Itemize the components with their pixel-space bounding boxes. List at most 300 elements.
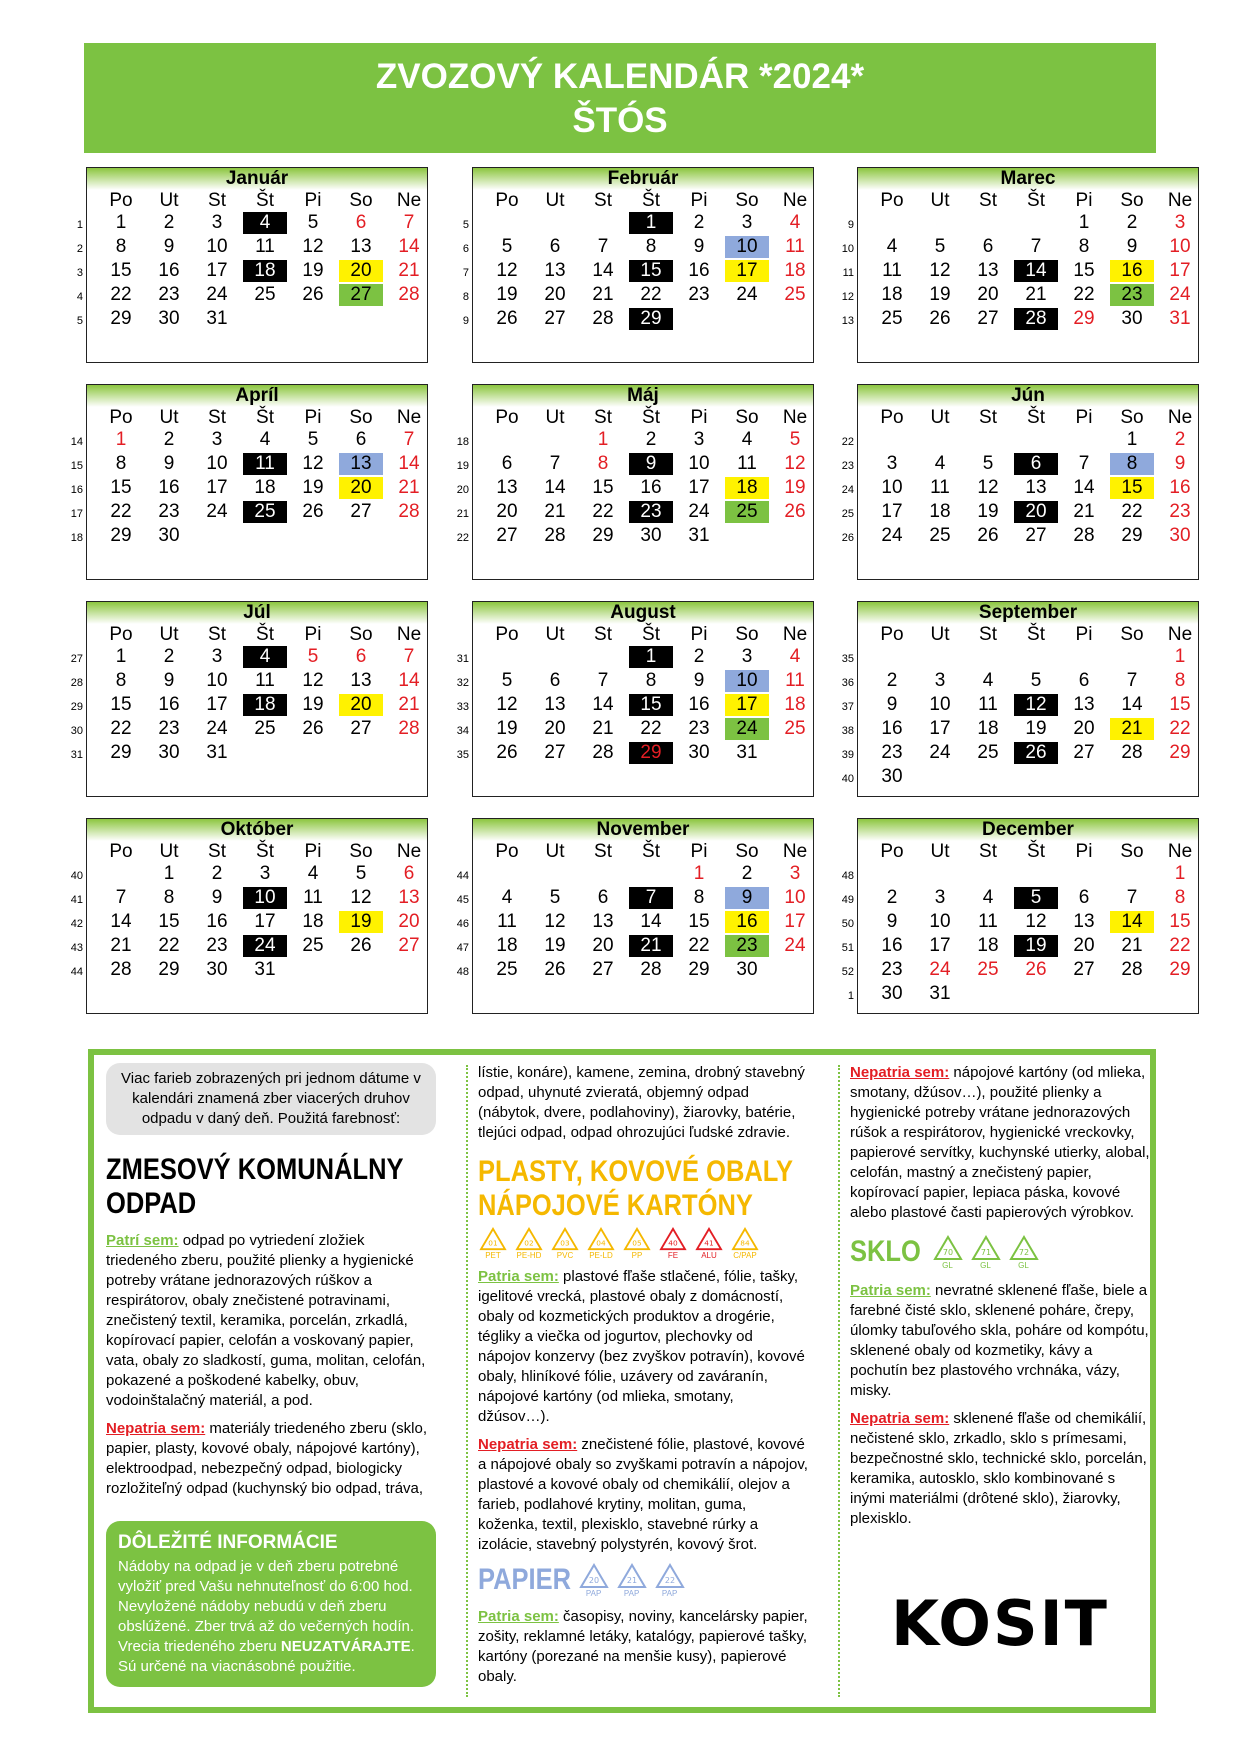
- day-cell: 10: [1169, 236, 1191, 257]
- month-január: [76, 167, 428, 363]
- day-cell: 30: [736, 959, 758, 980]
- papier-title: PAPIER: [478, 1563, 572, 1596]
- day-cell: 29: [1073, 308, 1095, 329]
- day-header: St: [208, 624, 226, 645]
- sklo-patria: [850, 1281, 1150, 1401]
- day-cell: 14: [398, 453, 420, 474]
- day-cell: 31: [254, 959, 276, 980]
- day-cell: 18: [725, 477, 769, 499]
- day-cell: 31: [736, 742, 758, 763]
- day-cell: 9: [886, 694, 898, 715]
- day-cell: 2: [163, 212, 175, 233]
- day-cell: 22: [640, 718, 662, 739]
- day-cell: 21: [1025, 284, 1047, 305]
- day-cell: 3: [1174, 212, 1186, 233]
- day-header: Pi: [304, 624, 322, 645]
- day-cell: 20: [1014, 501, 1058, 523]
- day-cell: 28: [544, 525, 566, 546]
- day-cell: 9: [725, 887, 769, 909]
- svg-text:41: 41: [704, 1238, 714, 1248]
- day-cell: 13: [339, 453, 383, 475]
- day-cell: 19: [544, 935, 566, 956]
- papier-patria: [478, 1607, 808, 1687]
- month-október: [70, 818, 428, 1014]
- day-cell: 14: [398, 236, 420, 257]
- day-cell: 25: [977, 959, 999, 980]
- calendar-header: [84, 43, 1156, 153]
- svg-text:40: 40: [668, 1238, 678, 1248]
- day-cell: 21: [1110, 718, 1154, 740]
- day-cell: 17: [206, 260, 228, 281]
- day-cell: 15: [110, 694, 132, 715]
- week-number: 44: [70, 966, 83, 978]
- day-cell: 25: [496, 959, 518, 980]
- day-cell: 22: [158, 935, 180, 956]
- day-cell: 12: [544, 911, 566, 932]
- day-cell: 31: [929, 983, 951, 1004]
- sklo-recycling-codes: [932, 1235, 1046, 1270]
- month-title: Október: [87, 819, 427, 841]
- week-number: 20: [456, 484, 469, 496]
- week-number: 16: [70, 484, 83, 496]
- day-cell: 28: [592, 308, 614, 329]
- day-cell: 26: [302, 718, 324, 739]
- week-number: 14: [70, 436, 83, 448]
- day-cell: 21: [1121, 935, 1143, 956]
- week-number: 43: [70, 942, 83, 954]
- day-cell: 18: [784, 260, 806, 281]
- day-cell: 15: [629, 260, 673, 282]
- day-cell: 30: [881, 766, 903, 787]
- day-cell: 12: [929, 260, 951, 281]
- day-cell: 3: [211, 429, 223, 450]
- day-cell: 6: [549, 236, 561, 257]
- papier-recycling-codes: [578, 1563, 692, 1598]
- day-header: Po: [495, 624, 519, 645]
- day-cell: 2: [1126, 212, 1138, 233]
- day-cell: 9: [1174, 453, 1186, 474]
- day-cell: 8: [1174, 670, 1186, 691]
- day-cell: 29: [629, 308, 673, 330]
- day-cell: 4: [886, 236, 898, 257]
- day-cell: 28: [1073, 525, 1095, 546]
- day-cell: 23: [158, 284, 180, 305]
- day-cell: 26: [302, 284, 324, 305]
- day-cell: 13: [1073, 911, 1095, 932]
- week-number: 50: [841, 918, 854, 930]
- month-december: [841, 818, 1199, 1014]
- day-cell: 30: [1121, 308, 1143, 329]
- day-cell: 6: [403, 863, 415, 884]
- day-header: Po: [495, 841, 519, 862]
- day-cell: 26: [977, 525, 999, 546]
- day-cell: 12: [350, 887, 372, 908]
- day-cell: 18: [302, 911, 324, 932]
- day-cell: 18: [254, 477, 276, 498]
- day-header: Ut: [545, 624, 565, 645]
- day-cell: 8: [1174, 887, 1186, 908]
- day-cell: 3: [741, 646, 753, 667]
- day-cell: 10: [206, 236, 228, 257]
- svg-text:71: 71: [980, 1248, 991, 1257]
- day-cell: 5: [307, 429, 319, 450]
- day-cell: 21: [592, 718, 614, 739]
- day-cell: 6: [1014, 453, 1058, 475]
- day-cell: 20: [544, 718, 566, 739]
- day-header: Pi: [304, 190, 322, 211]
- day-cell: 5: [501, 670, 513, 691]
- sklo-nepatria: [850, 1409, 1150, 1529]
- kosit-logo: KOSIT: [891, 1587, 1109, 1660]
- week-number: 30: [70, 725, 83, 737]
- day-cell: 23: [158, 501, 180, 522]
- day-header: Št: [1027, 841, 1045, 862]
- day-cell: 27: [544, 742, 566, 763]
- day-header: So: [735, 841, 759, 862]
- recycling-icon: 01 PET: [478, 1227, 508, 1255]
- day-cell: 23: [629, 501, 673, 523]
- day-cell: 19: [496, 718, 518, 739]
- day-header: Ne: [782, 190, 808, 211]
- day-cell: 21: [398, 477, 420, 498]
- day-cell: 24: [736, 284, 758, 305]
- week-number: 41: [70, 894, 83, 906]
- color-legend-note: Viac farieb zobrazených pri jednom dátume v kalendári znamená zber viacerých druhov odpadu v daný deň. Použitá farebnosť:: [106, 1063, 436, 1135]
- day-cell: 5: [1014, 887, 1058, 909]
- day-cell: 21: [398, 694, 420, 715]
- day-cell: 12: [302, 453, 324, 474]
- svg-text:84: 84: [740, 1238, 750, 1248]
- day-cell: 14: [640, 911, 662, 932]
- day-header: So: [735, 190, 759, 211]
- day-header: Ut: [159, 841, 179, 862]
- day-header: St: [208, 841, 226, 862]
- day-cell: 3: [211, 646, 223, 667]
- day-cell: 10: [881, 477, 903, 498]
- day-header: St: [208, 407, 226, 428]
- day-cell: 16: [688, 260, 710, 281]
- day-cell: 14: [110, 911, 132, 932]
- day-cell: 27: [398, 935, 420, 956]
- day-cell: 13: [977, 260, 999, 281]
- week-number: 48: [456, 966, 469, 978]
- week-number: 7: [462, 267, 469, 279]
- plasty-nepatria-text: znečistené fólie, plastové, kovové a nápojové obaly so zvyškami potravín a nápojov, plastové a kovové obaly od chemikálií, olejov a farieb, podlahové krytiny, molitan, guma, koženka, textil, plexisklo, stavebné rúrky a izolácie, stavebný polystyrén, kovový šrot.: [478, 1436, 808, 1553]
- komunal-patri: [106, 1231, 436, 1411]
- day-cell: 13: [350, 236, 372, 257]
- day-cell: 9: [163, 453, 175, 474]
- day-cell: 1: [1174, 863, 1186, 884]
- day-cell: 15: [592, 477, 614, 498]
- day-cell: 24: [1169, 284, 1191, 305]
- day-cell: 6: [1078, 670, 1090, 691]
- day-cell: 7: [549, 453, 561, 474]
- day-cell: 16: [881, 718, 903, 739]
- day-cell: 23: [158, 718, 180, 739]
- day-cell: 14: [1014, 260, 1058, 282]
- komunal-nepatria-text: materiály triedeného zberu (sklo, papier, plasty, kovové obaly, nápojové kartóny), elektroodpad, nebezpečný odpad, biologicky rozložiteľný odpad (kuchynský bio odpad, tráva,: [106, 1420, 427, 1497]
- day-cell: 17: [206, 477, 228, 498]
- day-cell: 3: [886, 453, 898, 474]
- day-cell: 10: [929, 911, 951, 932]
- day-cell: 15: [110, 477, 132, 498]
- patri-label: Patrí sem:: [106, 1232, 179, 1249]
- day-header: Pi: [690, 841, 708, 862]
- day-cell: 10: [688, 453, 710, 474]
- day-header: Po: [109, 190, 133, 211]
- day-cell: 28: [110, 959, 132, 980]
- month-title: Február: [473, 168, 813, 190]
- week-number: 17: [70, 508, 83, 520]
- week-number: 12: [841, 291, 854, 303]
- day-cell: 30: [640, 525, 662, 546]
- day-header: So: [1120, 190, 1144, 211]
- day-cell: 11: [785, 670, 805, 691]
- day-cell: 29: [110, 525, 132, 546]
- day-cell: 21: [544, 501, 566, 522]
- week-number: 31: [456, 653, 469, 665]
- day-cell: 11: [930, 477, 950, 498]
- day-cell: 26: [929, 308, 951, 329]
- week-number: 9: [847, 219, 854, 231]
- day-cell: 27: [1073, 742, 1095, 763]
- day-cell: 22: [110, 718, 132, 739]
- day-cell: 28: [1121, 742, 1143, 763]
- day-cell: 24: [784, 935, 806, 956]
- day-cell: 9: [1126, 236, 1138, 257]
- day-cell: 1: [1126, 429, 1138, 450]
- nepatria-label: Nepatria sem:: [850, 1410, 950, 1427]
- day-header: Pi: [304, 407, 322, 428]
- day-cell: 28: [1014, 308, 1058, 330]
- day-header: So: [349, 407, 373, 428]
- dolezite-box: [106, 1521, 436, 1687]
- svg-text:02: 02: [524, 1238, 534, 1248]
- day-header: St: [979, 624, 997, 645]
- day-cell: 23: [725, 935, 769, 957]
- week-number: 22: [456, 532, 469, 544]
- day-cell: 18: [784, 694, 806, 715]
- day-cell: 2: [886, 670, 898, 691]
- week-number: 21: [456, 508, 469, 520]
- day-header: Št: [256, 407, 274, 428]
- day-header: Pi: [1075, 407, 1093, 428]
- day-cell: 24: [206, 718, 228, 739]
- day-header: Ut: [545, 841, 565, 862]
- day-cell: 4: [307, 863, 319, 884]
- day-cell: 29: [629, 742, 673, 764]
- day-cell: 8: [645, 670, 657, 691]
- day-cell: 1: [1078, 212, 1090, 233]
- recycling-icon: 02 PE-HD: [514, 1227, 544, 1255]
- day-cell: 15: [1169, 911, 1191, 932]
- day-header: Št: [642, 624, 660, 645]
- day-cell: 16: [725, 911, 769, 933]
- day-cell: 20: [977, 284, 999, 305]
- week-number: 46: [456, 918, 469, 930]
- day-cell: 5: [307, 212, 319, 233]
- day-cell: 25: [254, 284, 276, 305]
- day-cell: 14: [592, 694, 614, 715]
- week-number: 42: [70, 918, 83, 930]
- day-cell: 22: [110, 501, 132, 522]
- day-cell: 13: [592, 911, 614, 932]
- day-cell: 10: [725, 670, 769, 692]
- svg-text:70: 70: [942, 1248, 953, 1257]
- week-number: 29: [70, 701, 83, 713]
- recycling-icon: 04 PE-LD: [586, 1227, 616, 1255]
- day-cell: 28: [398, 284, 420, 305]
- day-cell: 11: [303, 887, 323, 908]
- day-cell: 4: [741, 429, 753, 450]
- month-jún: [841, 384, 1199, 580]
- day-cell: 11: [785, 236, 805, 257]
- day-cell: 27: [339, 284, 383, 306]
- plasty-recycling-codes: [478, 1227, 808, 1261]
- day-cell: 31: [1169, 308, 1191, 329]
- day-cell: 1: [115, 212, 127, 233]
- day-cell: 2: [886, 887, 898, 908]
- day-cell: 1: [1174, 646, 1186, 667]
- day-cell: 15: [688, 911, 710, 932]
- day-cell: 4: [982, 670, 994, 691]
- day-cell: 21: [629, 935, 673, 957]
- day-cell: 29: [1169, 959, 1191, 980]
- day-cell: 24: [688, 501, 710, 522]
- day-cell: 1: [693, 863, 705, 884]
- month-title: September: [858, 602, 1198, 624]
- recycling-icon: 05 PP: [622, 1227, 652, 1255]
- day-header: Ut: [930, 407, 950, 428]
- day-cell: 11: [497, 911, 517, 932]
- day-cell: 19: [302, 260, 324, 281]
- day-cell: 8: [163, 887, 175, 908]
- day-header: Po: [109, 407, 133, 428]
- recycling-icon: 41 ALU: [694, 1227, 724, 1255]
- sklo-title: SKLO: [850, 1235, 921, 1268]
- day-cell: 23: [688, 718, 710, 739]
- day-cell: 5: [982, 453, 994, 474]
- day-header: Ut: [930, 190, 950, 211]
- day-cell: 17: [254, 911, 276, 932]
- dolezite-text-1: Nádoby na odpad je v deň zberu potrebné vyložiť pred Vašu nehnuteľnosť do 6:00 hod. Nevyložené nádoby nebudú v deň zberu obslúžené. Zber trvá až do večerných hodín. Vrecia triedeného zberu: [118, 1558, 415, 1655]
- week-number: 34: [456, 725, 469, 737]
- day-cell: 7: [1126, 670, 1138, 691]
- day-header: So: [349, 624, 373, 645]
- day-header: Po: [109, 841, 133, 862]
- day-cell: 4: [243, 212, 287, 234]
- day-cell: 28: [640, 959, 662, 980]
- day-cell: 30: [1169, 525, 1191, 546]
- info-column-plasty: [478, 1063, 808, 1687]
- day-cell: 20: [1073, 718, 1095, 739]
- day-header: So: [1120, 624, 1144, 645]
- day-header: Pi: [690, 190, 708, 211]
- day-cell: 12: [496, 260, 518, 281]
- day-header: Št: [1027, 190, 1045, 211]
- day-cell: 15: [629, 694, 673, 716]
- plasty-nepatria: [478, 1435, 808, 1555]
- day-cell: 4: [501, 887, 513, 908]
- week-number: 40: [841, 773, 854, 785]
- week-number: 5: [462, 219, 469, 231]
- week-number: 22: [841, 436, 854, 448]
- day-header: So: [349, 841, 373, 862]
- day-cell: 17: [784, 911, 806, 932]
- day-cell: 23: [206, 935, 228, 956]
- month-máj: [456, 384, 814, 580]
- month-title: Jún: [858, 385, 1198, 407]
- day-cell: 11: [255, 236, 275, 257]
- day-cell: 27: [496, 525, 518, 546]
- day-cell: 24: [206, 284, 228, 305]
- papier-nepatria: [850, 1063, 1150, 1223]
- day-header: Pi: [690, 407, 708, 428]
- week-number: 11: [842, 267, 854, 279]
- day-cell: 19: [339, 911, 383, 933]
- day-cell: 18: [243, 694, 287, 716]
- day-cell: 29: [592, 525, 614, 546]
- day-header: Št: [256, 190, 274, 211]
- day-cell: 23: [1169, 501, 1191, 522]
- day-header: St: [979, 407, 997, 428]
- day-cell: 17: [929, 718, 951, 739]
- day-cell: 17: [725, 694, 769, 716]
- day-cell: 10: [725, 236, 769, 258]
- day-cell: 13: [1073, 694, 1095, 715]
- day-cell: 26: [1014, 742, 1058, 764]
- komunal-title-1: ZMESOVÝ KOMUNÁLNY: [106, 1153, 404, 1186]
- day-cell: 10: [929, 694, 951, 715]
- day-cell: 10: [206, 670, 228, 691]
- day-cell: 3: [741, 212, 753, 233]
- day-cell: 6: [1078, 887, 1090, 908]
- day-cell: 21: [110, 935, 132, 956]
- day-cell: 30: [206, 959, 228, 980]
- info-column-sklo: [850, 1063, 1150, 1660]
- day-cell: 1: [597, 429, 609, 450]
- svg-text:21: 21: [626, 1576, 637, 1585]
- papier-patria-text: časopisy, noviny, kancelársky papier, zošity, reklamné letáky, katalógy, papierové tašky, kartóny (porezané na menšie kusy), papierové obaly.: [478, 1608, 808, 1685]
- day-cell: 28: [398, 718, 420, 739]
- day-cell: 7: [403, 212, 415, 233]
- day-cell: 14: [544, 477, 566, 498]
- week-number: 8: [462, 291, 469, 303]
- day-cell: 6: [549, 670, 561, 691]
- day-cell: 19: [784, 477, 806, 498]
- month-title: Máj: [473, 385, 813, 407]
- week-number: 49: [841, 894, 854, 906]
- recycling-icon: 70 GL: [932, 1235, 964, 1263]
- day-header: Št: [256, 624, 274, 645]
- week-number: 39: [841, 749, 854, 761]
- day-cell: 3: [934, 670, 946, 691]
- week-number: 28: [70, 677, 83, 689]
- day-cell: 20: [1073, 935, 1095, 956]
- day-cell: 20: [496, 501, 518, 522]
- day-cell: 2: [693, 646, 705, 667]
- komunal-nepatria: [106, 1419, 436, 1499]
- day-cell: 18: [496, 935, 518, 956]
- day-cell: 13: [350, 670, 372, 691]
- day-cell: 26: [302, 501, 324, 522]
- day-cell: 7: [597, 236, 609, 257]
- day-cell: 2: [693, 212, 705, 233]
- day-cell: 18: [243, 260, 287, 282]
- svg-text:04: 04: [596, 1238, 606, 1248]
- svg-text:03: 03: [560, 1238, 570, 1248]
- day-header: Po: [495, 190, 519, 211]
